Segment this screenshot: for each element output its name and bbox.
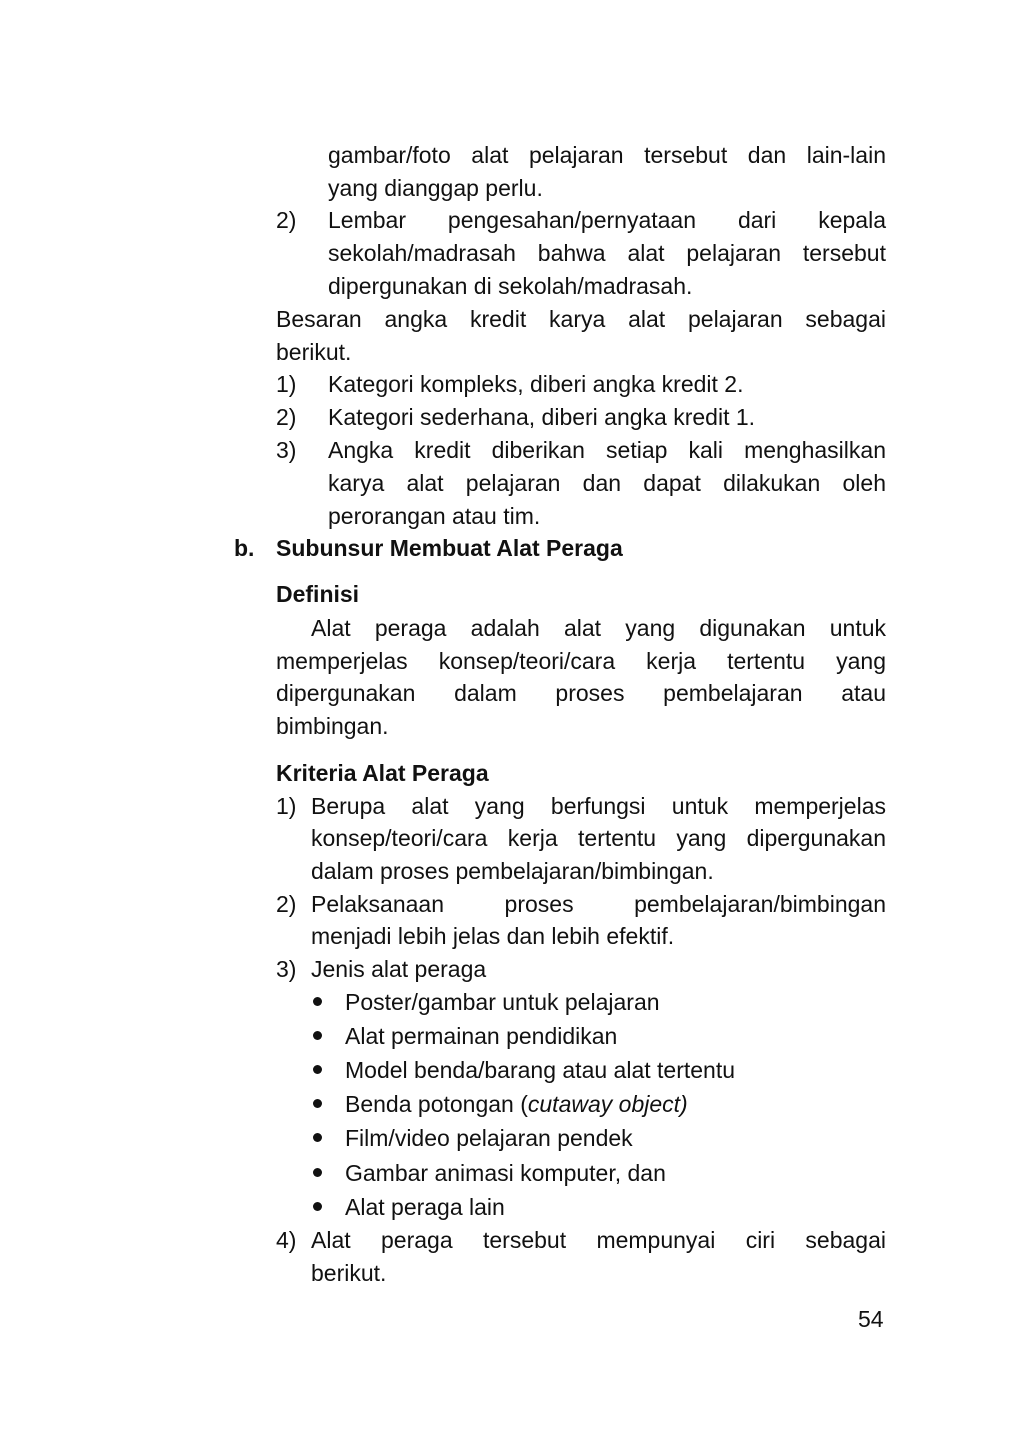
list-item-text: Berupa alat yang berfungsi untuk memperjelas (311, 793, 886, 819)
continued-text-line: gambar/foto alat pelajaran tersebut dan lain-lain (328, 142, 886, 168)
list-item-text: berikut. (311, 1260, 387, 1286)
list-number: 3) (276, 437, 297, 463)
page-number: 54 (858, 1306, 884, 1332)
list-item-text: Kategori sederhana, diberi angka kredit 1. (328, 404, 756, 430)
continued-text-line: yang dianggap perlu. (328, 175, 543, 201)
bullet-item-text: Alat permainan pendidikan (345, 1023, 618, 1049)
section-title: Subunsur Membuat Alat Peraga (276, 535, 623, 561)
list-item-text: Lembar pengesahan/pernyataan dari kepala (328, 207, 886, 233)
list-item-text: perorangan atau tim. (328, 503, 541, 529)
list-item-text: dipergunakan di sekolah/madrasah. (328, 273, 693, 299)
paragraph-line: bimbingan. (276, 713, 389, 739)
list-item-text: menjadi lebih jelas dan lebih efektif. (311, 923, 675, 949)
paragraph-line: dipergunakan dalam proses pembelajaran atau (276, 680, 886, 706)
list-item-text: Jenis alat peraga (311, 956, 487, 982)
list-number: 4) (276, 1227, 297, 1253)
definisi-heading: Definisi (276, 581, 360, 607)
paragraph-line: memperjelas konsep/teori/cara kerja tertentu yang (276, 648, 886, 674)
bullet-item-text: Film/video pelajaran pendek (345, 1125, 633, 1151)
bullet-icon (313, 1031, 322, 1040)
kriteria-heading: Kriteria Alat Peraga (276, 760, 489, 786)
list-number: 2) (276, 207, 297, 233)
paragraph-line: Besaran angka kredit karya alat pelajaran sebagai (276, 306, 886, 332)
list-number: 2) (276, 404, 297, 430)
list-item-text: dalam proses pembelajaran/bimbingan. (311, 858, 714, 884)
paragraph-line: berikut. (276, 339, 352, 365)
section-letter: b. (234, 535, 255, 561)
paragraph-line: Alat peraga adalah alat yang digunakan untuk (311, 615, 886, 641)
bullet-item-line (345, 1088, 688, 1121)
bullet-icon (313, 1133, 322, 1142)
list-item-text: sekolah/madrasah bahwa alat pelajaran tersebut (328, 240, 886, 266)
bullet-icon (313, 1099, 322, 1108)
list-number: 2) (276, 891, 297, 917)
bullet-item-text: Model benda/barang atau alat tertentu (345, 1057, 736, 1083)
bullet-icon (313, 1202, 322, 1211)
bullet-item-text: Alat peraga lain (345, 1194, 505, 1220)
list-item-text: Kategori kompleks, diberi angka kredit 2. (328, 371, 744, 397)
list-item-text: karya alat pelajaran dan dapat dilakukan oleh (328, 470, 886, 496)
bullet-icon (313, 997, 322, 1006)
list-item-text: konsep/teori/cara kerja tertentu yang dipergunakan (311, 825, 886, 851)
list-item-text: Angka kredit diberikan setiap kali menghasilkan (328, 437, 886, 463)
bullet-item-text: Gambar animasi komputer, dan (345, 1160, 666, 1186)
list-number: 1) (276, 793, 297, 819)
bullet-item-text: Poster/gambar untuk pelajaran (345, 989, 660, 1015)
list-number: 1) (276, 371, 297, 397)
list-number: 3) (276, 956, 297, 982)
bullet-item-text: Benda potongan ( (345, 1091, 528, 1117)
bullet-icon (313, 1168, 322, 1177)
bullet-icon (313, 1065, 322, 1074)
list-item-text: Pelaksanaan proses pembelajaran/bimbingan (311, 891, 886, 917)
list-item-text: Alat peraga tersebut mempunyai ciri sebagai (311, 1227, 886, 1253)
bullet-item-italic: cutaway object) (527, 1091, 688, 1117)
